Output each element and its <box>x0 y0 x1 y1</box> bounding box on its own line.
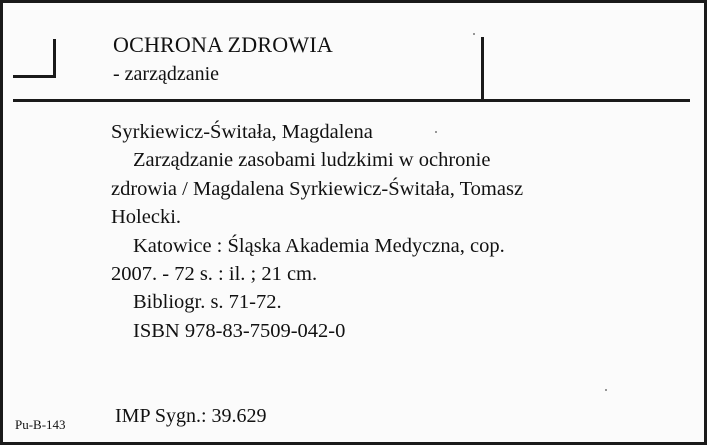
title-line-2: zdrowia / Magdalena Syrkiewicz-Świtała, Tomasz <box>111 177 524 200</box>
dust-speck <box>605 389 607 391</box>
bibliographic-record <box>111 118 681 345</box>
header-vertical-rule <box>481 37 484 101</box>
imprint-line-1: Katowice : Śląska Akademia Medyczna, cop. <box>133 234 505 257</box>
dust-speck <box>435 131 437 133</box>
call-number: IMP Sygn.: 39.629 <box>115 405 267 427</box>
corner-bracket-vertical <box>53 39 56 77</box>
imprint-line-2: 2007. - 72 s. : il. ; 21 cm. <box>111 263 318 286</box>
corner-bracket-horizontal <box>13 75 56 78</box>
bibliography-note: Bibliogr. s. 71-72. <box>133 291 282 314</box>
author-line: Syrkiewicz-Świtała, Magdalena <box>111 121 373 143</box>
shelfmark: Pu-B-143 <box>15 417 66 432</box>
isbn-line: ISBN 978-83-7509-042-0 <box>133 319 346 342</box>
title-line-3: Holecki. <box>111 206 182 229</box>
dust-speck <box>473 33 475 35</box>
subject-heading: OCHRONA ZDROWIA <box>113 32 333 57</box>
header-horizontal-rule <box>13 99 690 102</box>
subject-subdivision: - zarządzanie <box>113 63 220 85</box>
title-line-1: Zarządzanie zasobami ludzkimi w ochronie <box>133 149 491 172</box>
